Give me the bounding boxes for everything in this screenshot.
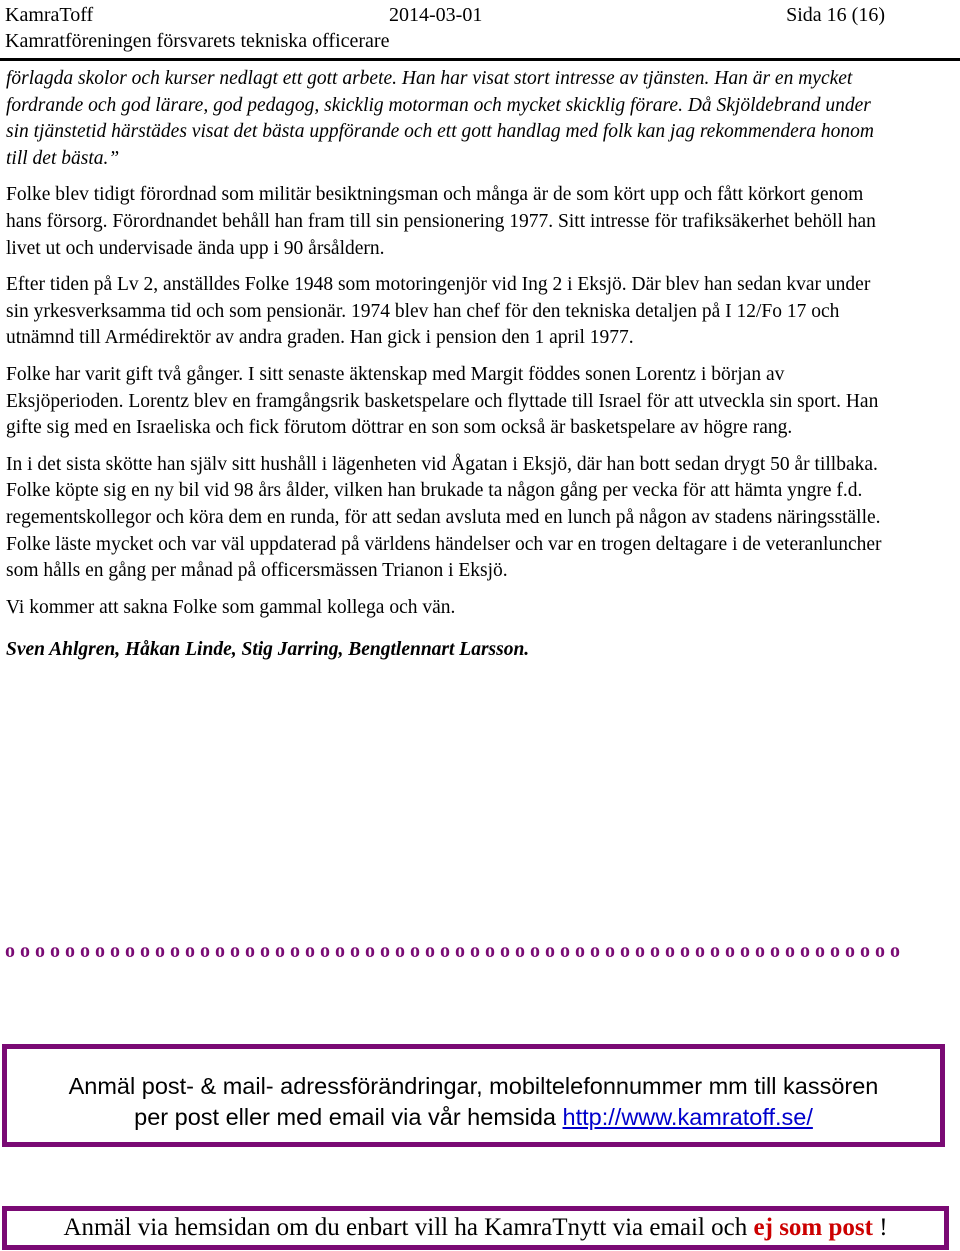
email-notice-text: Anmäl via hemsidan om du enbart vill ha KamraTnytt via email och — [63, 1214, 754, 1241]
publication-date: 2014-03-01 — [389, 4, 483, 26]
email-only-notice — [2, 1206, 949, 1250]
header-row-2 — [5, 28, 885, 54]
article-body — [6, 66, 886, 674]
email-notice-suffix: ! — [872, 1214, 888, 1241]
paragraph: Folke blev tidigt förordnad som militär besiktningsman och många är de som kört upp och fått körkort genom hans försorg. Förordnandet behåll han fram till sin pensionering 1977. Sitt intresse för trafiksäkerhet behöll han livet ut och undervisade ända upp i 90 årsåldern. — [6, 184, 876, 259]
ornament-separator: o o o o o o o o o o o o o o o o o o o o o o o o o o o o o o o o o o o o o o o o o o o o o o o o o o o o o o o o o o o o — [5, 940, 900, 962]
paragraph: Folke har varit gift två gånger. I sitt senaste äktenskap med Margit föddes sonen Lorentz i början av Eksjöperioden. Lorentz blev en framgångsrik basketspelare och flyttade till Israel för att utveckla sin sport. Han gifte sig med en Israeliska och fick förutom döttrar en son som också är basketspelare av högre rang. — [6, 363, 879, 439]
page-number: Sida 16 (16) — [786, 4, 885, 26]
paragraph: In i det sista skötte han själv sitt hushåll i lägenheten vid Ågatan i Eksjö, där han bott sedan drygt 50 år tillbaka. Folke köpte sig en ny bil vid 98 års ålder, vilken han brukade ta någon gång per vecka för att hämta yngre f.d. regementskollegor och köra dem en runda, för att sedan avsluta med en lunch på någon av stadens näringsställe. Folke läste mycket och var väl uppdaterad på världens händelser och var en trogen deltagare i de veteranluncher som hålls en gång per månad på officersmässen Trianon i Eksjö. — [6, 453, 882, 582]
header-rule — [0, 58, 960, 61]
organization-name: Kamratföreningen försvarets tekniska officerare — [5, 30, 390, 52]
address-change-notice — [2, 1044, 945, 1147]
website-link[interactable]: http://www.kamratoff.se/ — [562, 1104, 813, 1130]
quote-paragraph: förlagda skolor och kurser nedlagt ett gott arbete. Han har visat stort intresse av tjänsten. Han är en mycket fordrande och god lärare, god pedagog, skicklig motorman och mycket skicklig förare. Då Skjöldebrand under sin tjänstetid härstädes visat det bästa uppförande och ett gott handlag med folk kan jag rekommendera honom till det bästa.” — [6, 68, 875, 169]
notice-line-2 — [7, 1102, 940, 1133]
paragraph: Efter tiden på Lv 2, anställdes Folke 1948 som motoringenjör vid Ing 2 i Eksjö. Där blev han sedan kvar under sin yrkesverksamma tid och som pensionär. 1974 blev han chef för den tekniska detaljen på I 12/Fo 17 och utnämnd till Armédirektör av andra graden. Han gick i pension den 1 april 1977. — [6, 274, 871, 349]
paragraph: Vi kommer att sakna Folke som gammal kollega och vän. — [6, 596, 456, 618]
publication-name: KamraToff — [5, 4, 94, 26]
page-header — [5, 2, 885, 54]
email-notice-emphasis: ej som post — [753, 1214, 873, 1241]
notice-line-2-text: per post eller med email via vår hemsida — [134, 1104, 563, 1130]
signature: Sven Ahlgren, Håkan Linde, Stig Jarring, Bengtlennart Larsson. — [6, 639, 530, 661]
notice-line-1: Anmäl post- & mail- adressförändringar, mobiltelefonnummer mm till kassören — [68, 1073, 879, 1099]
header-row-1 — [5, 2, 885, 28]
